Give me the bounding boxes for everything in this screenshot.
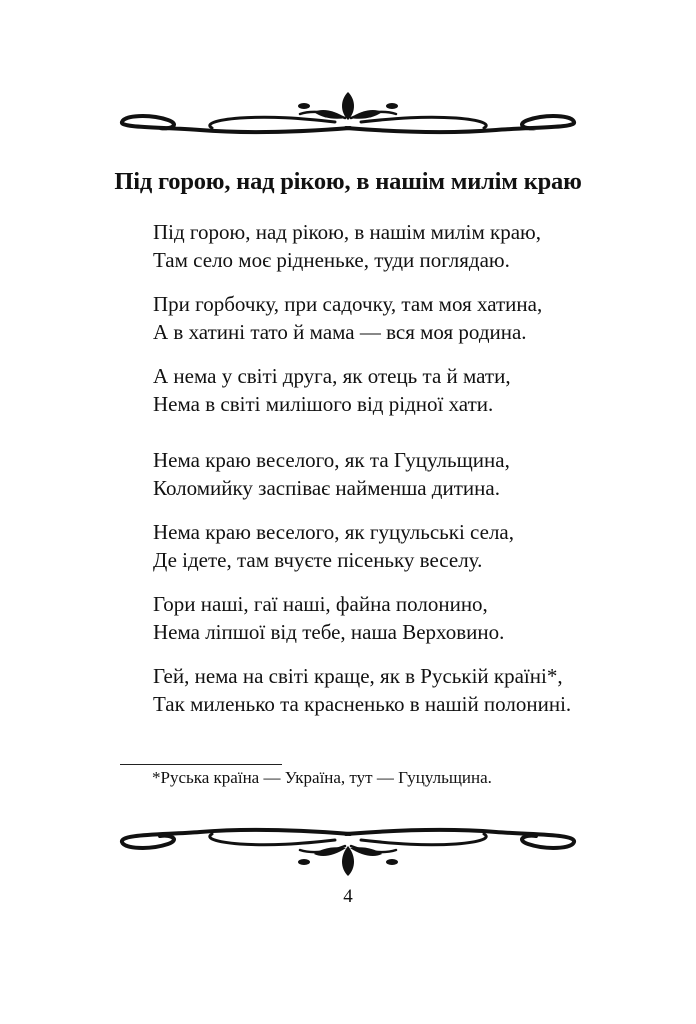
top-ornament-icon	[0, 88, 696, 148]
stanza	[153, 446, 673, 502]
stanza	[153, 362, 673, 418]
poem-line: Нема краю веселого, як та Гуцульщина,	[153, 448, 510, 472]
poem-line: При горбочку, при садочку, там моя хатина,	[153, 292, 543, 316]
poem-line: Де ідете, там вчуєте пісеньку веселу.	[153, 548, 483, 572]
poem-line: А нема у світі друга, як отець та й мати,	[153, 364, 511, 388]
stanza	[153, 290, 673, 346]
footnote: *Руська країна — Україна, тут — Гуцульщина.	[152, 768, 492, 787]
poem-line: Там село моє рідненьке, туди поглядаю.	[153, 248, 510, 272]
page-number: 4	[343, 886, 353, 907]
stanza	[153, 662, 673, 718]
stanza	[153, 218, 673, 274]
bottom-ornament-icon	[0, 812, 696, 882]
poem-line: Коломийку заспіває найменша дитина.	[153, 476, 500, 500]
poem-line: Нема краю веселого, як гуцульські села,	[153, 520, 514, 544]
poem-title: Під горою, над рікою, в нашім милім краю	[114, 168, 582, 195]
poem-line: Гей, нема на світі краще, як в Руській країні*,	[153, 664, 563, 688]
stanza	[153, 518, 673, 574]
poem-line: Нема в світі милішого від рідної хати.	[153, 392, 494, 416]
footnote-divider	[120, 764, 282, 765]
poem-line: Гори наші, гаї наші, файна полонино,	[153, 592, 488, 616]
poem-line: Так миленько та красненько в нашій полонині.	[153, 692, 572, 716]
poem-line: Під горою, над рікою, в нашім милім краю,	[153, 220, 541, 244]
poem-line: Нема ліпшої від тебе, наша Верховино.	[153, 620, 505, 644]
stanza	[153, 590, 673, 646]
poem-body	[153, 218, 673, 718]
poem-line: А в хатині тато й мама — вся моя родина.	[153, 320, 527, 344]
